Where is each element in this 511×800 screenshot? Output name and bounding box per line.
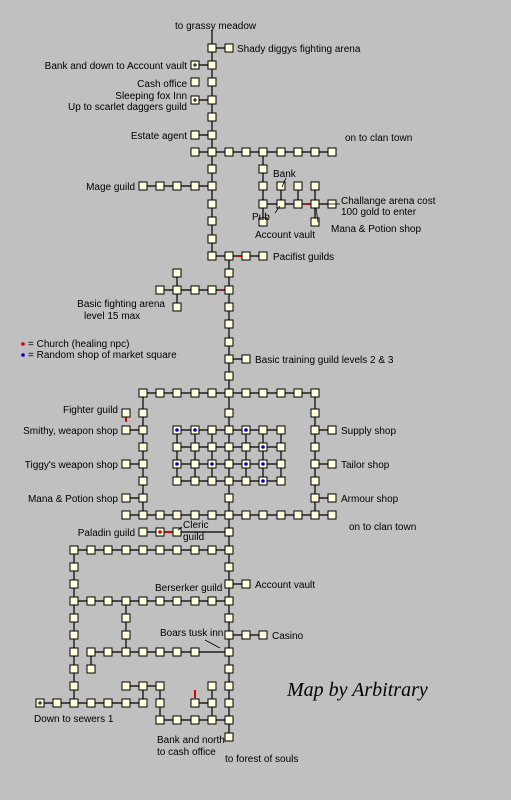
random-shop-dot bbox=[261, 462, 265, 466]
random-shop-dot bbox=[175, 428, 179, 432]
label-estate-agent: Estate agent bbox=[130, 131, 187, 142]
label-pacifist: Pacifist guilds bbox=[273, 252, 335, 263]
label-clan-town-east: on to clan town bbox=[349, 522, 417, 533]
label-grassy-meadow: to grassy meadow bbox=[175, 21, 257, 32]
label-bank-account-vault: Bank and down to Account vault bbox=[44, 61, 187, 72]
label-paladin-guild: Paladin guild bbox=[77, 528, 135, 539]
legend-church: = Church (healing npc) bbox=[28, 339, 130, 350]
label-challange-1: Challange arena cost bbox=[341, 196, 436, 207]
church-dot bbox=[158, 530, 162, 534]
label-basic-training: Basic training guild levels 2 & 3 bbox=[255, 355, 394, 366]
random-shop-dot bbox=[244, 428, 248, 432]
label-mage-guild: Mage guild bbox=[86, 182, 135, 193]
random-shop-dot bbox=[210, 462, 214, 466]
label-mana-potion-lower: Mana & Potion shop bbox=[27, 494, 118, 505]
random-shop-dot bbox=[244, 462, 248, 466]
label-boars-tusk: Boars tusk inn bbox=[160, 628, 224, 639]
label-tailor-shop: Tailor shop bbox=[341, 460, 390, 471]
map-signature: Map by Arbitrary bbox=[287, 679, 428, 701]
label-basic-arena-1: Basic fighting arena bbox=[77, 299, 165, 310]
label-account-vault-lower: Account vault bbox=[255, 580, 316, 591]
label-bank: Bank bbox=[273, 169, 296, 180]
label-clan-town-north: on to clan town bbox=[345, 133, 413, 144]
label-smithy: Smithy, weapon shop bbox=[23, 426, 118, 437]
random-shop-dot bbox=[261, 479, 265, 483]
label-mana-potion-upper: Mana & Potion shop bbox=[331, 224, 422, 235]
label-forest: to forest of souls bbox=[225, 754, 299, 765]
label-scarlet-daggers: Up to scarlet daggers guild bbox=[68, 102, 187, 113]
label-cleric-2: guild bbox=[183, 532, 205, 543]
label-cash-office: Cash office bbox=[137, 79, 187, 90]
random-shop-dot bbox=[261, 445, 265, 449]
random-shop-dot bbox=[175, 462, 179, 466]
stair-markers bbox=[36, 61, 199, 707]
label-fighter-guild: Fighter guild bbox=[62, 405, 118, 416]
label-bank-north-2: to cash office bbox=[157, 747, 216, 758]
label-challange-2: 100 gold to enter bbox=[341, 207, 417, 218]
random-shop-dot bbox=[193, 428, 197, 432]
label-supply-shop: Supply shop bbox=[341, 426, 397, 437]
label-tiggys: Tiggy's weapon shop bbox=[24, 460, 118, 471]
legend-random-shop: = Random shop of market square bbox=[28, 350, 177, 361]
label-casino: Casino bbox=[272, 631, 304, 642]
label-sleeping-fox: Sleeping fox Inn bbox=[115, 91, 187, 102]
label-armour-shop: Armour shop bbox=[341, 494, 399, 505]
label-sewers: Down to sewers 1 bbox=[34, 714, 114, 725]
label-cleric-1: Cleric bbox=[183, 520, 209, 531]
label-bank-north-1: Bank and north bbox=[157, 735, 225, 746]
legend-random-shop-dot bbox=[21, 353, 25, 357]
label-basic-arena-2: level 15 max bbox=[84, 311, 141, 322]
label-pub: Pub bbox=[252, 212, 270, 223]
legend-church-dot bbox=[21, 342, 25, 346]
label-account-vault-upper: Account vault bbox=[255, 230, 316, 241]
label-shady-diggys: Shady diggys fighting arena bbox=[237, 44, 361, 55]
label-berserker: Berserker guild bbox=[155, 583, 223, 594]
legend bbox=[21, 339, 177, 361]
